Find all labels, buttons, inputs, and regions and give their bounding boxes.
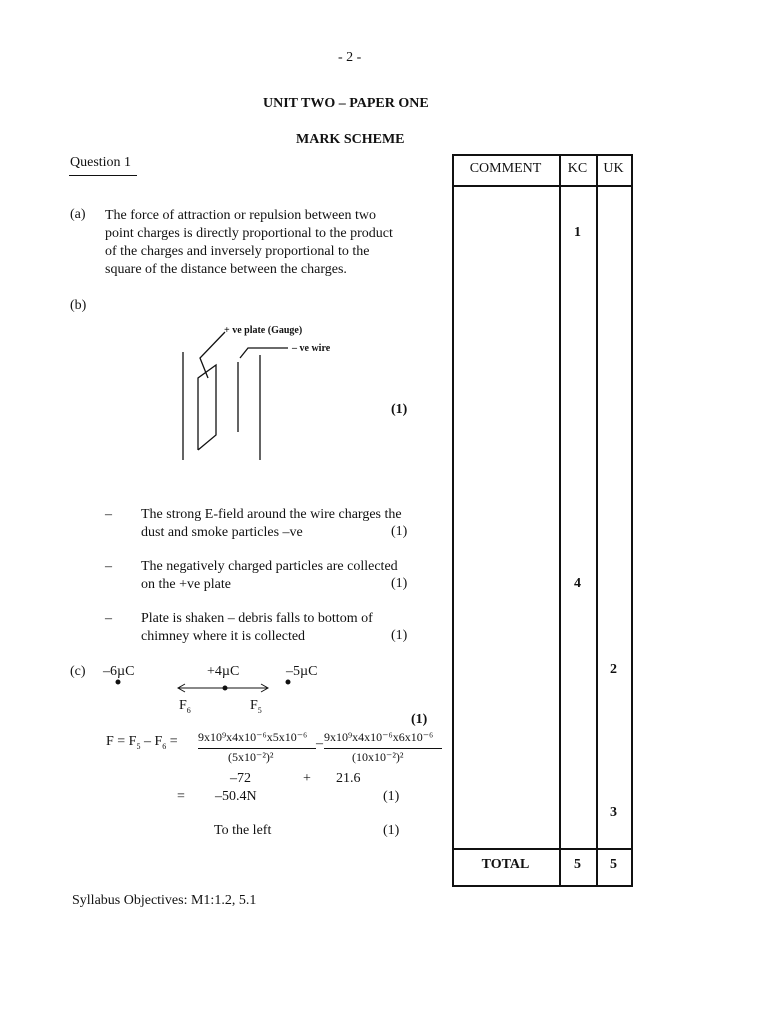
mark-scheme-heading: MARK SCHEME [296,132,405,147]
bullet-mark: (1) [391,576,408,591]
bullet-mark: (1) [391,628,408,643]
table-border-right [631,154,633,887]
part-c-mark-1: (1) [411,712,428,727]
bullet-line: The negatively charged particles are collected [141,559,398,574]
charge-b: +4µC [207,664,240,679]
table-divider-kc [596,154,598,887]
force-arrow-diagram [110,674,310,700]
part-c-mark-2: (1) [383,789,400,804]
wire-label: – ve wire [292,343,331,354]
value-2: 21.6 [336,771,361,786]
uk-mark: 2 [610,662,617,677]
header-comment: COMMENT [469,161,542,176]
kc-mark: 4 [574,576,581,591]
uk-mark: 3 [610,805,617,820]
header-uk: UK [603,161,624,176]
numerator-2: 9x10⁹x4x10⁻⁶x6x10⁻⁶ [324,730,434,744]
plate [198,365,216,450]
bullet-line: chimney where it is collected [141,629,306,644]
question-underline [69,175,137,176]
bullet-text [141,506,402,542]
wire-pointer [240,348,288,358]
bullet-line: The strong E-field around the wire charges the [141,507,402,522]
plus-sign: + [303,771,311,786]
charge-dot [116,680,120,684]
bullet-mark: (1) [391,524,408,539]
charge-c: –5µC [286,664,318,679]
numerator-1: 9x10⁹x4x10⁻⁶x5x10⁻⁶ [198,730,308,744]
force-f5: $F_5$ [250,698,262,715]
plate-pointer [200,332,225,378]
table-border-bottom [452,885,632,887]
bullet-line: dust and smoke particles –ve [141,525,303,540]
table-divider-comment [559,154,561,887]
result-value: –50.4N [215,789,257,804]
question-label: Question 1 [70,155,132,170]
table-total-divider [452,848,632,850]
denominator-2: (10x10⁻²)² [352,750,404,764]
part-a-label: (a) [70,207,86,222]
value-1: –72 [230,771,251,786]
part-c-label: (c) [70,664,86,679]
minus-sign: – [316,736,323,751]
bullet-line: on the +ve plate [141,577,231,592]
bullet-text [141,610,373,646]
table-header-divider [452,185,632,187]
bullet-dash: – [105,507,112,522]
total-label: TOTAL [481,857,530,872]
syllabus-objectives: Syllabus Objectives: M1:1.2, 5.1 [72,893,257,908]
diagram-mark: (1) [391,402,408,417]
bullet-dash: – [105,559,112,574]
charge-dot [286,680,290,684]
fraction-bar-1 [198,748,316,749]
table-border-left [452,154,454,887]
part-a-line: of the charges and inversely proportional to the [105,244,370,259]
plate-label: + ve plate (Gauge) [224,325,303,336]
total-kc: 5 [574,857,581,872]
header-kc: KC [567,161,588,176]
part-a-text [105,207,393,279]
equals-sign: = [177,789,185,804]
part-c-mark-3: (1) [383,823,400,838]
bullet-text [141,558,398,594]
part-a-line: square of the distance between the charges. [105,262,347,277]
part-a-line: point charges is directly proportional to the product [105,226,393,241]
charge-a: –6µC [103,664,135,679]
force-f6: $F_6$ [179,698,191,715]
equation-lhs: $F = F_5 - F_6$ = [106,734,178,751]
fraction-bar-2 [324,748,442,749]
total-uk: 5 [610,857,617,872]
direction-text: To the left [214,823,272,838]
unit-heading: UNIT TWO – PAPER ONE [263,96,429,111]
part-b-label: (b) [70,298,87,313]
page-number: - 2 - [338,50,362,65]
part-a-line: The force of attraction or repulsion between two [105,208,376,223]
bullet-dash: – [105,611,112,626]
table-border-top [452,154,632,156]
bullet-line: Plate is shaken – debris falls to bottom of [141,611,373,626]
kc-mark: 1 [574,225,581,240]
mark-table [452,154,632,887]
precipitator-diagram [170,320,370,470]
denominator-1: (5x10⁻²)² [228,750,274,764]
